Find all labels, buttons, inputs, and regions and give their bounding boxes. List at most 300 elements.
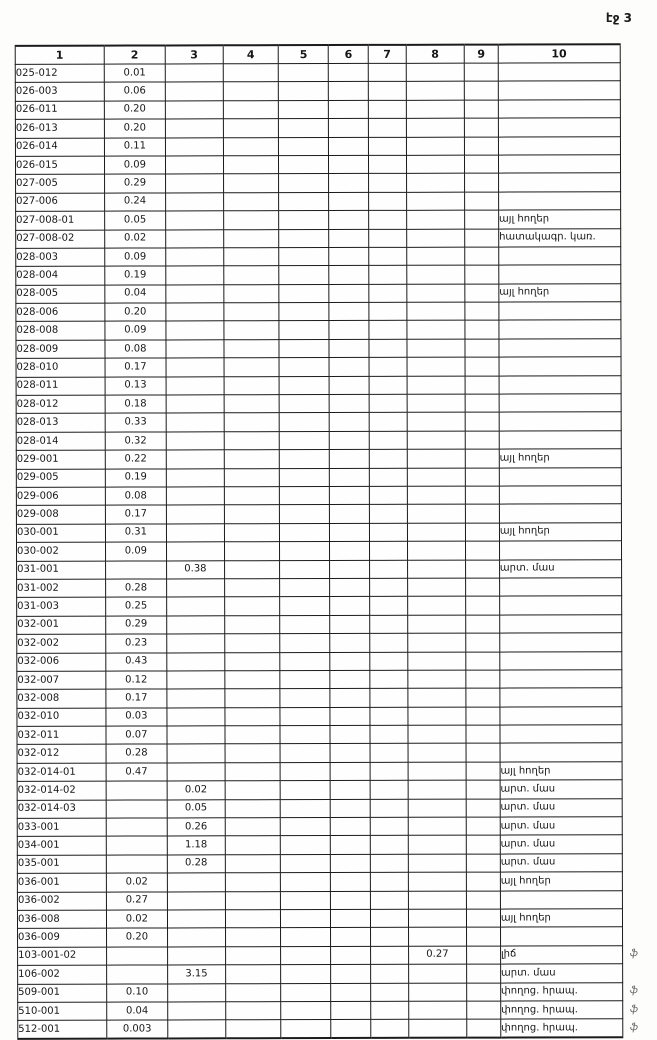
- value2-cell: 0.20: [105, 303, 167, 322]
- col4-cell: [225, 854, 281, 873]
- value3-cell: 3.15: [168, 965, 225, 984]
- note-cell: [499, 339, 621, 358]
- col7-cell: [369, 468, 407, 486]
- value2-cell: 0.28: [105, 579, 167, 598]
- value2-cell: 0.23: [105, 634, 167, 653]
- col5-cell: [281, 1001, 331, 1020]
- value8-cell: [408, 983, 466, 1002]
- col9-cell: [466, 854, 500, 872]
- col7-cell: [369, 321, 407, 339]
- col4-cell: [224, 487, 280, 506]
- value3-cell: [167, 726, 224, 745]
- col4-cell: [225, 781, 281, 800]
- col4-cell: [225, 1002, 281, 1021]
- col5-cell: [280, 487, 330, 506]
- value3-cell: [166, 266, 223, 285]
- col7-cell: [368, 82, 406, 100]
- value2-cell: 0.11: [104, 138, 166, 157]
- note-cell: արտ. մաս: [500, 780, 622, 799]
- code-cell: 031-001: [17, 561, 106, 580]
- col6-cell: [331, 873, 371, 891]
- value2-cell: [106, 965, 168, 984]
- value8-cell: [408, 707, 466, 726]
- note-cell: [500, 596, 622, 615]
- col6-cell: [331, 946, 371, 964]
- col7-cell: [368, 137, 406, 155]
- code-cell: 032-002: [17, 634, 106, 653]
- value2-cell: [105, 560, 167, 579]
- col7-cell: [368, 155, 406, 173]
- col4-cell: [224, 671, 280, 690]
- col9-cell: [467, 946, 501, 964]
- code-cell: 031-002: [17, 579, 106, 598]
- col5-cell: [279, 100, 329, 119]
- col6-cell: [329, 321, 369, 339]
- value2-cell: 0.25: [105, 597, 167, 616]
- table-row: [17, 541, 656, 561]
- col7-cell: [370, 725, 408, 743]
- code-cell: 028-008: [16, 322, 105, 341]
- value8-cell: [407, 339, 465, 358]
- col4-cell: [225, 762, 281, 781]
- col6-cell: [330, 707, 370, 725]
- value3-cell: 0.28: [167, 855, 224, 874]
- col7-cell: [369, 505, 407, 523]
- col9-cell: [465, 431, 499, 449]
- value3-cell: [166, 303, 223, 322]
- land-parcel-table-wrap: [15, 43, 657, 1040]
- col5-cell: [280, 781, 330, 800]
- margin-empty: [621, 430, 655, 448]
- col6-cell: [330, 376, 370, 394]
- column-header-2: 2: [104, 45, 166, 64]
- value3-cell: [166, 340, 223, 359]
- code-cell: 032-014-02: [17, 781, 106, 800]
- table-row: [16, 357, 655, 377]
- note-cell: արտ. մաս: [500, 964, 622, 983]
- col5-cell: [280, 762, 330, 781]
- value8-cell: [407, 541, 465, 560]
- col4-cell: [223, 156, 279, 175]
- col5-cell: [281, 818, 331, 837]
- margin-empty: [622, 853, 656, 871]
- value2-cell: 0.24: [104, 193, 166, 212]
- code-cell: 029-005: [16, 469, 105, 488]
- table-row: [15, 99, 654, 119]
- margin-empty: [620, 210, 654, 228]
- col4-cell: [224, 652, 280, 671]
- col9-cell: [464, 100, 498, 118]
- table-row: [18, 1001, 657, 1021]
- value3-cell: [168, 947, 225, 966]
- note-cell: [499, 412, 621, 431]
- note-cell: այլ հողեր: [498, 210, 620, 229]
- col7-cell: [370, 652, 408, 670]
- value3-cell: [166, 211, 223, 230]
- note-cell: [498, 155, 620, 174]
- value8-cell: [408, 1001, 466, 1020]
- margin-empty: [620, 63, 654, 81]
- value3-cell: [166, 376, 223, 395]
- col7-cell: [368, 118, 406, 136]
- col6-cell: [329, 358, 369, 376]
- col7-cell: [369, 394, 407, 412]
- col6-cell: [330, 523, 370, 541]
- code-cell: 036-008: [17, 910, 106, 929]
- margin-empty: [621, 504, 655, 522]
- col5-cell: [279, 229, 329, 248]
- col5-cell: [281, 836, 331, 855]
- col9-cell: [466, 560, 500, 578]
- value3-cell: [166, 229, 223, 248]
- value8-cell: [407, 413, 465, 432]
- value3-cell: [166, 468, 223, 487]
- value2-cell: 0.20: [104, 101, 166, 120]
- col5-cell: [280, 450, 330, 469]
- code-cell: 028-013: [16, 414, 105, 433]
- value3-cell: 0.38: [167, 560, 224, 579]
- col6-cell: [330, 615, 370, 633]
- col4-cell: [225, 965, 281, 984]
- col4-cell: [223, 137, 279, 156]
- col5-cell: [281, 1020, 331, 1039]
- col6-cell: [331, 762, 371, 780]
- value3-cell: [166, 358, 223, 377]
- column-header-1: 1: [15, 46, 104, 65]
- col9-cell: [467, 964, 501, 982]
- col5-cell: [281, 965, 331, 984]
- note-cell: [500, 651, 622, 670]
- col7-cell: [370, 799, 408, 817]
- table-row: [17, 633, 656, 653]
- value8-cell: 0.27: [408, 946, 466, 965]
- value2-cell: [106, 855, 168, 874]
- col6-cell: [330, 394, 370, 412]
- col5-cell: [280, 505, 330, 524]
- col4-cell: [225, 891, 281, 910]
- col6-cell: [331, 817, 371, 835]
- table-row: [18, 1019, 657, 1039]
- col5-cell: [280, 468, 330, 487]
- value3-cell: [165, 64, 222, 83]
- col7-cell: [369, 431, 407, 449]
- col4-cell: [224, 634, 280, 653]
- col4-cell: [225, 928, 281, 947]
- value8-cell: [406, 100, 464, 119]
- col5-cell: [281, 983, 331, 1002]
- col4-cell: [225, 799, 281, 818]
- table-row: [16, 449, 655, 469]
- margin-empty: [620, 81, 654, 99]
- col5-cell: [279, 211, 329, 230]
- col9-cell: [465, 449, 499, 467]
- note-cell: [499, 265, 621, 284]
- col7-cell: [369, 247, 407, 265]
- table-row: [17, 578, 656, 598]
- code-cell: 032-010: [17, 708, 106, 727]
- col6-cell: [330, 413, 370, 431]
- value8-cell: [408, 854, 466, 873]
- note-cell: [500, 633, 622, 652]
- col7-cell: [370, 578, 408, 596]
- code-cell: 035-001: [17, 855, 106, 874]
- margin-empty: [621, 633, 655, 651]
- note-cell: [499, 486, 621, 505]
- col9-cell: [464, 137, 498, 155]
- code-cell: 029-006: [16, 487, 105, 506]
- col6-cell: [329, 192, 369, 210]
- value8-cell: [408, 1019, 466, 1038]
- col6-cell: [330, 744, 370, 762]
- margin-empty: [622, 651, 656, 669]
- col5-cell: [280, 560, 330, 579]
- col7-cell: [371, 1020, 409, 1038]
- column-header-9: 9: [464, 45, 498, 64]
- col9-cell: [466, 744, 500, 762]
- col6-cell: [330, 505, 370, 523]
- col4-cell: [225, 983, 281, 1002]
- code-cell: 032-014-01: [17, 763, 106, 782]
- table-row: [16, 467, 655, 487]
- margin-empty: [622, 743, 656, 761]
- col5-cell: [279, 303, 329, 322]
- note-cell: այլ հողեր: [500, 872, 622, 891]
- col6-cell: [330, 689, 370, 707]
- col9-cell: [466, 652, 500, 670]
- margin-empty: [622, 835, 656, 853]
- col6-cell: [330, 670, 370, 688]
- value3-cell: [167, 634, 224, 653]
- col9-cell: [465, 173, 499, 191]
- value8-cell: [408, 872, 466, 891]
- value3-cell: [168, 928, 225, 947]
- value3-cell: [166, 248, 223, 267]
- value3-cell: [168, 873, 225, 892]
- note-cell: [500, 927, 622, 946]
- note-cell: արտ. մաս: [499, 559, 621, 578]
- col5-cell: [279, 174, 329, 193]
- value3-cell: [165, 82, 222, 101]
- col9-cell: [465, 523, 499, 541]
- margin-empty: [622, 964, 656, 982]
- table-row: [16, 522, 655, 542]
- value8-cell: [406, 82, 464, 101]
- col9-cell: [466, 596, 500, 614]
- value2-cell: 0.10: [106, 983, 168, 1002]
- margin-empty: [620, 191, 654, 209]
- value3-cell: [166, 174, 223, 193]
- table-row: [15, 118, 654, 138]
- table-row: [16, 412, 655, 432]
- col7-cell: [369, 523, 407, 541]
- note-cell: [499, 302, 621, 321]
- value2-cell: [106, 781, 168, 800]
- table-row: [17, 725, 656, 745]
- value3-cell: [168, 1002, 225, 1021]
- margin-pen-mark: ֆ: [629, 985, 638, 997]
- col9-cell: [465, 394, 499, 412]
- margin-empty: [622, 725, 656, 743]
- margin-empty: [621, 412, 655, 430]
- col6-cell: [330, 725, 370, 743]
- code-cell: 031-003: [17, 597, 106, 616]
- note-cell: լիճ: [500, 946, 622, 965]
- col9-cell: [466, 578, 500, 596]
- col7-cell: [369, 192, 407, 210]
- col7-cell: [369, 339, 407, 357]
- table-row: [17, 798, 656, 818]
- col7-cell: [370, 854, 408, 872]
- col9-cell: [465, 247, 499, 265]
- col4-cell: [224, 523, 280, 542]
- margin-empty: [621, 394, 655, 412]
- value3-cell: [166, 119, 223, 138]
- note-cell: փողոց. հրապ.: [501, 982, 623, 1001]
- col4-cell: [224, 468, 280, 487]
- col7-cell: [370, 670, 408, 688]
- value2-cell: 0.19: [104, 266, 166, 285]
- col5-cell: [280, 597, 330, 616]
- value2-cell: 0.19: [105, 469, 167, 488]
- col6-cell: [330, 560, 370, 578]
- margin-empty: [621, 449, 655, 467]
- col5-cell: [280, 578, 330, 597]
- code-cell: 032-012: [17, 745, 106, 764]
- table-row: [17, 596, 656, 616]
- table-body: [15, 63, 657, 1039]
- margin-empty: [621, 596, 655, 614]
- value3-cell: [168, 1020, 225, 1039]
- column-header-3: 3: [165, 45, 222, 64]
- col7-cell: [369, 413, 407, 431]
- col5-cell: [281, 928, 331, 947]
- value8-cell: [407, 633, 465, 652]
- col4-cell: [225, 873, 281, 892]
- col5-cell: [280, 744, 330, 763]
- col9-cell: [465, 284, 499, 302]
- value2-cell: 0.17: [105, 358, 167, 377]
- note-cell: այլ հողեր: [500, 909, 622, 928]
- col4-cell: [224, 579, 280, 598]
- margin-empty: [622, 706, 656, 724]
- value2-cell: 0.03: [106, 708, 168, 727]
- note-cell: [500, 614, 622, 633]
- margin-empty: [621, 541, 655, 559]
- col9-cell: [465, 192, 499, 210]
- col6-cell: [329, 229, 369, 247]
- table-header-row: [15, 44, 654, 64]
- col7-cell: [369, 486, 407, 504]
- col6-cell: [329, 302, 369, 320]
- code-cell: 032-006: [17, 653, 106, 672]
- code-cell: 026-015: [15, 156, 104, 175]
- margin-spacer: [620, 44, 654, 63]
- col4-cell: [224, 395, 280, 414]
- value3-cell: [167, 542, 224, 561]
- code-cell: 034-001: [17, 837, 106, 856]
- column-header-5: 5: [279, 45, 329, 64]
- code-cell: 030-002: [17, 542, 106, 561]
- note-cell: [499, 357, 621, 376]
- col9-cell: [466, 541, 500, 559]
- col7-cell: [369, 229, 407, 247]
- table-row: [17, 762, 656, 782]
- value8-cell: [406, 174, 464, 193]
- value8-cell: [406, 229, 464, 248]
- table-row: [18, 945, 657, 965]
- col5-cell: [280, 523, 330, 542]
- col7-cell: [370, 560, 408, 578]
- value8-cell: [406, 265, 464, 284]
- code-cell: 028-004: [16, 266, 105, 285]
- table-row: [16, 265, 655, 285]
- col4-cell: [224, 597, 280, 616]
- value8-cell: [407, 431, 465, 450]
- col5-cell: [279, 119, 329, 138]
- col5-cell: [279, 358, 329, 377]
- value2-cell: 0.07: [106, 726, 168, 745]
- note-cell: արտ. մաս: [500, 817, 622, 836]
- value3-cell: 0.02: [167, 781, 224, 800]
- value2-cell: 0.08: [105, 340, 167, 359]
- table-row: [15, 63, 654, 83]
- code-cell: 028-014: [16, 432, 105, 451]
- col6-cell: [329, 137, 369, 155]
- note-cell: արտ. մաս: [500, 854, 622, 873]
- col6-cell: [329, 63, 369, 81]
- col5-cell: [279, 339, 329, 358]
- value3-cell: [167, 652, 224, 671]
- table-row: [16, 283, 655, 303]
- table-row: [15, 81, 654, 101]
- col9-cell: [467, 983, 501, 1001]
- col9-cell: [467, 1019, 501, 1037]
- col4-cell: [223, 284, 279, 303]
- value3-cell: [167, 671, 224, 690]
- margin-empty: [621, 357, 655, 375]
- value8-cell: [407, 578, 465, 597]
- col9-cell: [465, 210, 499, 228]
- table-row: [17, 670, 656, 690]
- value2-cell: 0.09: [104, 248, 166, 267]
- col7-cell: [370, 836, 408, 854]
- margin-empty: [622, 927, 656, 945]
- value3-cell: [167, 689, 224, 708]
- col7-cell: [370, 597, 408, 615]
- table-row: [17, 835, 656, 855]
- col7-cell: [369, 302, 407, 320]
- margin-empty: [622, 872, 656, 890]
- value2-cell: 0.02: [104, 229, 166, 248]
- col4-cell: [223, 82, 279, 101]
- col5-cell: [280, 689, 330, 708]
- col9-cell: [466, 762, 500, 780]
- note-cell: [498, 173, 620, 192]
- margin-empty: [621, 283, 655, 301]
- margin-empty: [621, 578, 655, 596]
- col9-cell: [466, 872, 500, 890]
- value2-cell: 0.17: [105, 505, 167, 524]
- value3-cell: [166, 413, 223, 432]
- margin-empty: [622, 798, 656, 816]
- value8-cell: [408, 836, 466, 855]
- col4-cell: [223, 64, 279, 83]
- value8-cell: [407, 376, 465, 395]
- col6-cell: [331, 1001, 371, 1019]
- col9-cell: [466, 633, 500, 651]
- value3-cell: [167, 579, 224, 598]
- value3-cell: [167, 597, 224, 616]
